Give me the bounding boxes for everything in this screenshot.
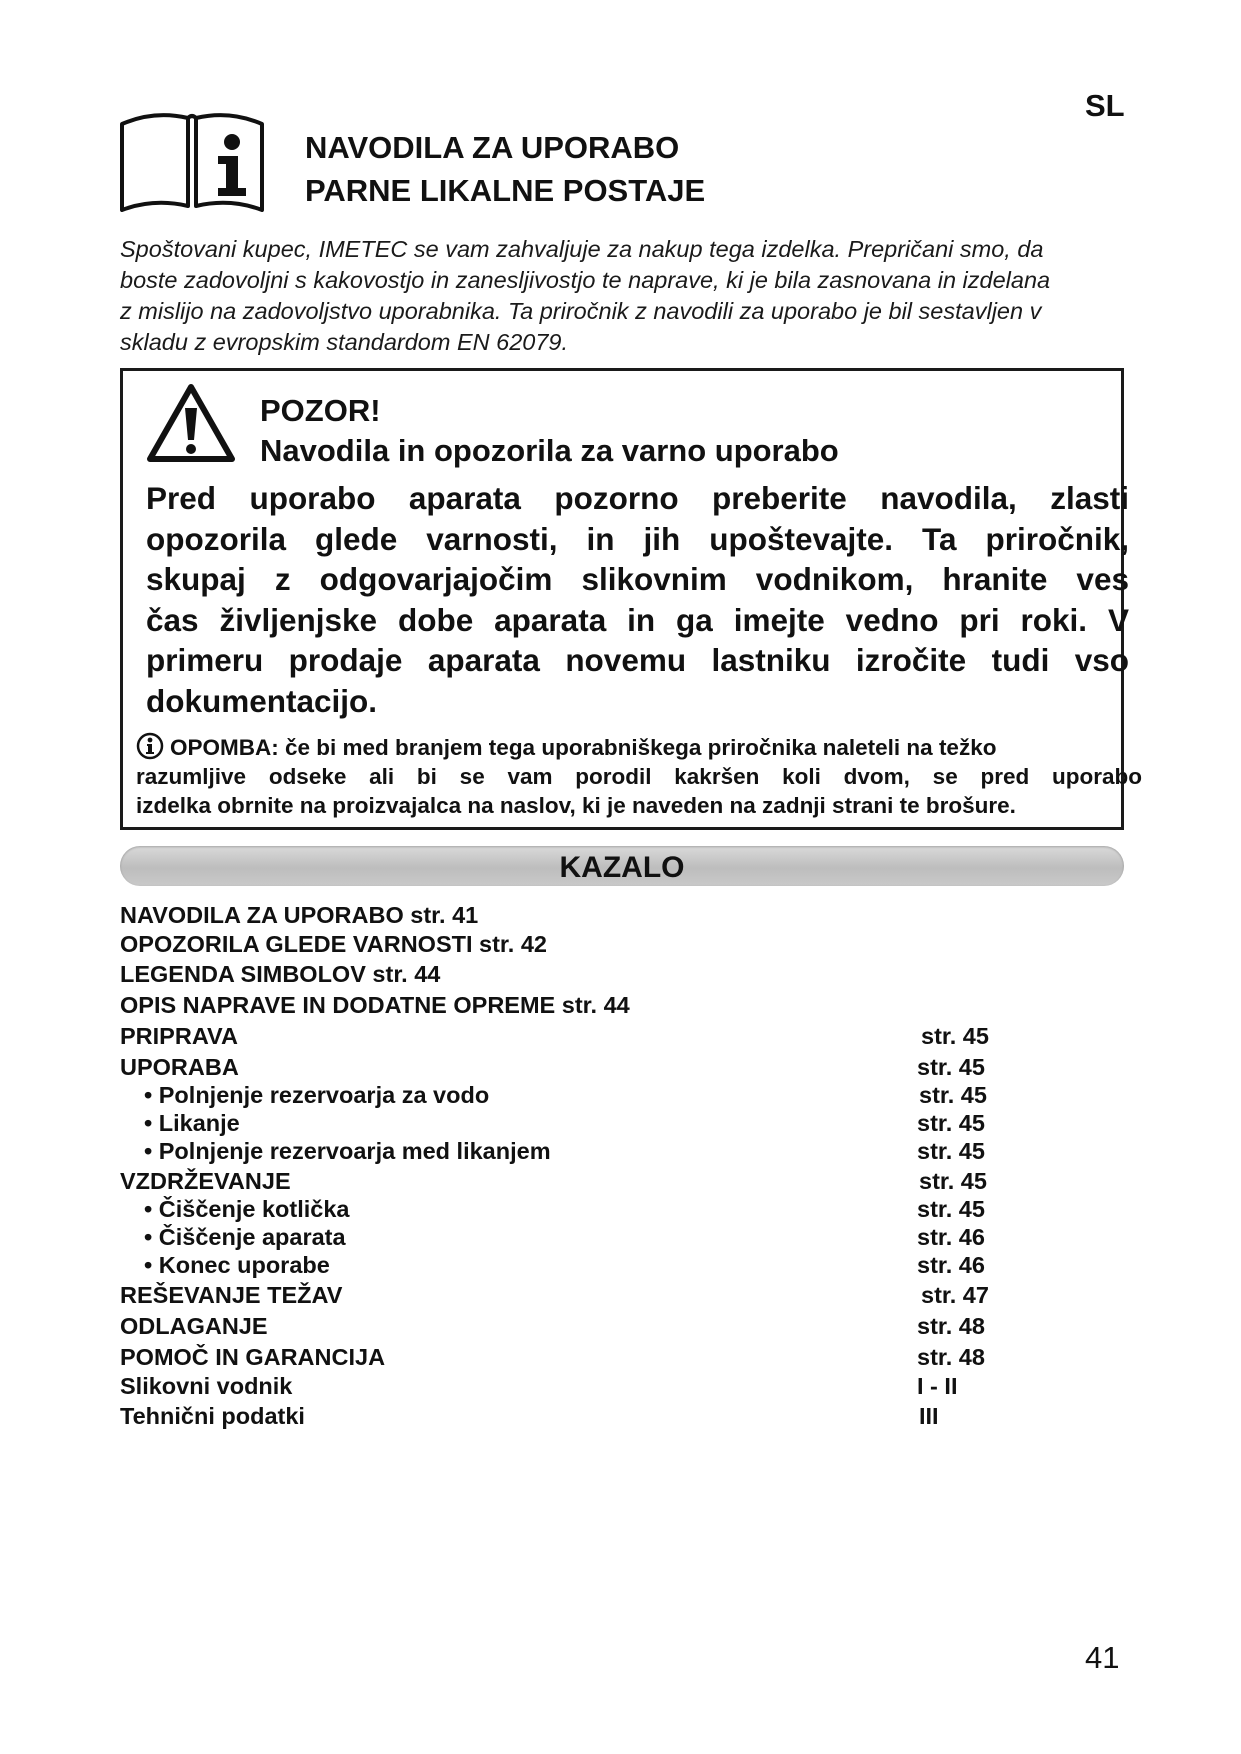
warning-triangle-icon	[146, 382, 236, 464]
toc-item-priprava[interactable]: PRIPRAVA	[120, 1023, 238, 1049]
toc-page: I - II	[917, 1373, 958, 1399]
toc-item-uporaba[interactable]: UPORABA	[120, 1054, 239, 1080]
toc-page: str. 47	[921, 1282, 989, 1308]
toc-item-opis[interactable]: OPIS NAPRAVE IN DODATNE OPREME str. 44	[120, 992, 630, 1018]
document-title	[305, 126, 705, 212]
toc-item-slikovni-vodnik[interactable]: Slikovni vodnik	[120, 1373, 293, 1399]
toc-page: str. 45	[921, 1023, 989, 1049]
warning-body-line: opozorila glede varnosti, in jih upoštevajte. Ta priročnik,	[146, 520, 1129, 557]
toc-item-tehnicni-podatki[interactable]: Tehnični podatki	[120, 1403, 305, 1429]
note-line: razumljive odseke ali bi se vam porodil kakršen koli dvom, se pred uporabo	[136, 764, 1142, 789]
toc-page: str. 45	[917, 1110, 985, 1136]
toc-page: str. 48	[917, 1313, 985, 1339]
title-line-1: NAVODILA ZA UPORABO	[305, 130, 680, 165]
note-paragraph	[136, 732, 1142, 820]
warning-subtitle: Navodila in opozorila za varno uporabo	[260, 433, 839, 468]
toc-page: str. 45	[919, 1168, 987, 1194]
toc-item-legenda[interactable]: LEGENDA SIMBOLOV str. 44	[120, 961, 441, 987]
warning-body	[146, 478, 1129, 721]
toc-page: str. 45	[917, 1054, 985, 1080]
language-code: SL	[1085, 88, 1125, 123]
toc-page: str. 48	[917, 1344, 985, 1370]
toc-page: str. 45	[917, 1196, 985, 1222]
note-line	[136, 732, 1142, 762]
toc-page: III	[919, 1403, 939, 1429]
toc-page: str. 46	[917, 1252, 985, 1278]
toc-page: str. 46	[917, 1224, 985, 1250]
intro-paragraph	[120, 234, 1140, 358]
toc-item-vzdrzevanje[interactable]: VZDRŽEVANJE	[120, 1168, 291, 1194]
toc-item-pomoc-garancija[interactable]: POMOČ IN GARANCIJA	[120, 1344, 386, 1370]
toc-item-odlaganje[interactable]: ODLAGANJE	[120, 1313, 268, 1339]
toc-title: KAZALO	[559, 851, 685, 884]
toc-item-resevanje-tezav[interactable]: REŠEVANJE TEŽAV	[120, 1282, 343, 1308]
toc-item-konec-uporabe[interactable]: • Konec uporabe	[144, 1252, 330, 1278]
info-circle-icon	[136, 732, 164, 760]
warning-body-line: primeru prodaje aparata novemu lastniku izročite tudi vso	[146, 642, 1129, 678]
warning-body-line: Pred uporabo aparata pozorno preberite navodila, zlasti	[146, 480, 1129, 516]
warning-body-line: čas življenjske dobe aparata in ga imejte vedno pri roki. V	[146, 601, 1129, 638]
intro-line: Spoštovani kupec, IMETEC se vam zahvaljuje za nakup tega izdelka. Prepričani smo, da	[120, 236, 1044, 262]
toc-item-navodila[interactable]: NAVODILA ZA UPORABO str. 41	[120, 902, 479, 928]
toc-page: str. 45	[919, 1082, 987, 1108]
toc-item-polnjenje-med-likanjem[interactable]: • Polnjenje rezervoarja med likanjem	[144, 1138, 551, 1164]
toc-item-likanje[interactable]: • Likanje	[144, 1110, 240, 1136]
warning-body-line: dokumentacijo.	[146, 682, 378, 719]
toc-page: str. 45	[917, 1138, 985, 1164]
intro-line: boste zadovoljni s kakovostjo in zanesljivostjo te naprave, ki je bila zasnovana in izdelana	[120, 267, 1051, 293]
intro-line: skladu z evropskim standardom EN 62079.	[120, 329, 569, 355]
warning-title: POZOR!	[260, 393, 381, 428]
note-text: OPOMBA: če bi med branjem tega uporabniškega priročnika naleteli na težko	[170, 735, 997, 760]
book-info-icon	[118, 104, 266, 212]
toc-item-ciscenje-kotlicka[interactable]: • Čiščenje kotlička	[144, 1196, 350, 1222]
note-line: izdelka obrnite na proizvajalca na naslov, ki je naveden na zadnji strani te brošure.	[136, 793, 1016, 818]
intro-line: z mislijo na zadovoljstvo uporabnika. Ta priročnik z navodili za uporabo je bil sestavljen v	[120, 298, 1042, 324]
title-line-2: PARNE LIKALNE POSTAJE	[305, 173, 706, 208]
toc-item-ciscenje-aparata[interactable]: • Čiščenje aparata	[144, 1224, 346, 1250]
toc-item-opozorila[interactable]: OPOZORILA GLEDE VARNOSTI str. 42	[120, 931, 547, 957]
toc-item-polnjenje[interactable]: • Polnjenje rezervoarja za vodo	[144, 1082, 490, 1108]
warning-body-line: skupaj z odgovarjajočim slikovnim vodnikom, hranite ves	[146, 561, 1129, 597]
page-number: 41	[1085, 1640, 1120, 1675]
